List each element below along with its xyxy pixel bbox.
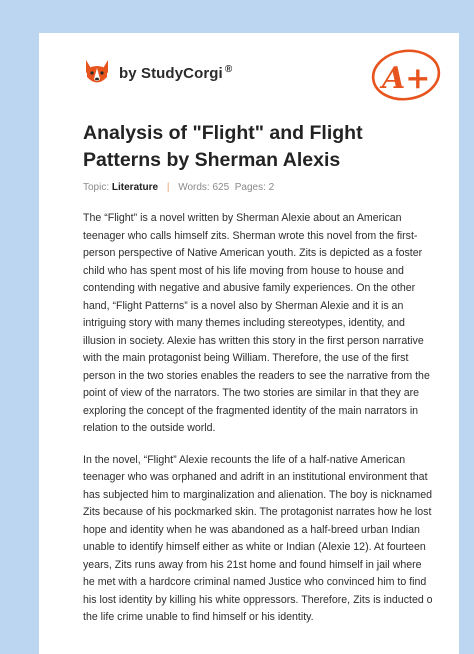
document-body: [83, 210, 435, 641]
page-count: Pages: 2: [234, 182, 275, 193]
a-plus-grade-icon: [369, 45, 443, 103]
document-page: [39, 33, 459, 654]
paragraph: In the novel, “Flight” Alexie recounts the life of a half-native American teenager who was orphaned and adrift in an institutional environment that has subjected him to marginalization and alienation. The boy is nicknamed Zits because of his pockmarked skin. The protagonist narrates how he lost hope and identity when he was abandoned as a half-breed urban Indian unable to identify himself either as white or Indian (Alexie 12). At fourteen years, Zits runs away from his 21st home and found himself in jail where he met with a hardcore criminal named Justice who convinced him to find his lost identity by killing his white oppressors. Therefore, Zits is inducted o the life crime unable to find himself or his identity.: [83, 453, 433, 623]
word-count: Words: 625: [178, 182, 230, 193]
meta-separator: |: [166, 182, 170, 193]
paragraph: The “Flight” is a novel written by Sherman Alexie about an American teenager who calls himself zits. Sherman wrote this novel from the first-person perspective of Native American youth. Zits is depicted as a foster child who has spent most of his life moving from house to house and contending with negative and abusive family experiences. On the other hand, “Flight Patterns” is a novel also by Sherman Alexie and it is an intriguing story with many themes including stereotypes, identity, and illusion in society. Alexie has written this story in the first person narrative with the main protagonist being William. Therefore, the use of the first person in the two stories enables the readers to see the narrative from the point of view of the narrators. The two stories are similar in that they are exploring the concept of the fragmented identity of the main narrators in relation to the outside world.: [83, 212, 430, 434]
brand-header[interactable]: [83, 55, 232, 91]
document-title: Analysis of "Flight" and Flight Patterns by Sherman Alexis: [83, 122, 363, 171]
topic-label: Topic:: [83, 182, 110, 193]
brand-name: by StudyCorgi ®: [119, 64, 233, 82]
corgi-logo-icon: [83, 57, 111, 89]
topic-link[interactable]: Literature: [111, 182, 159, 193]
svg-text:A+: A+: [382, 61, 431, 96]
document-meta: [83, 182, 274, 193]
